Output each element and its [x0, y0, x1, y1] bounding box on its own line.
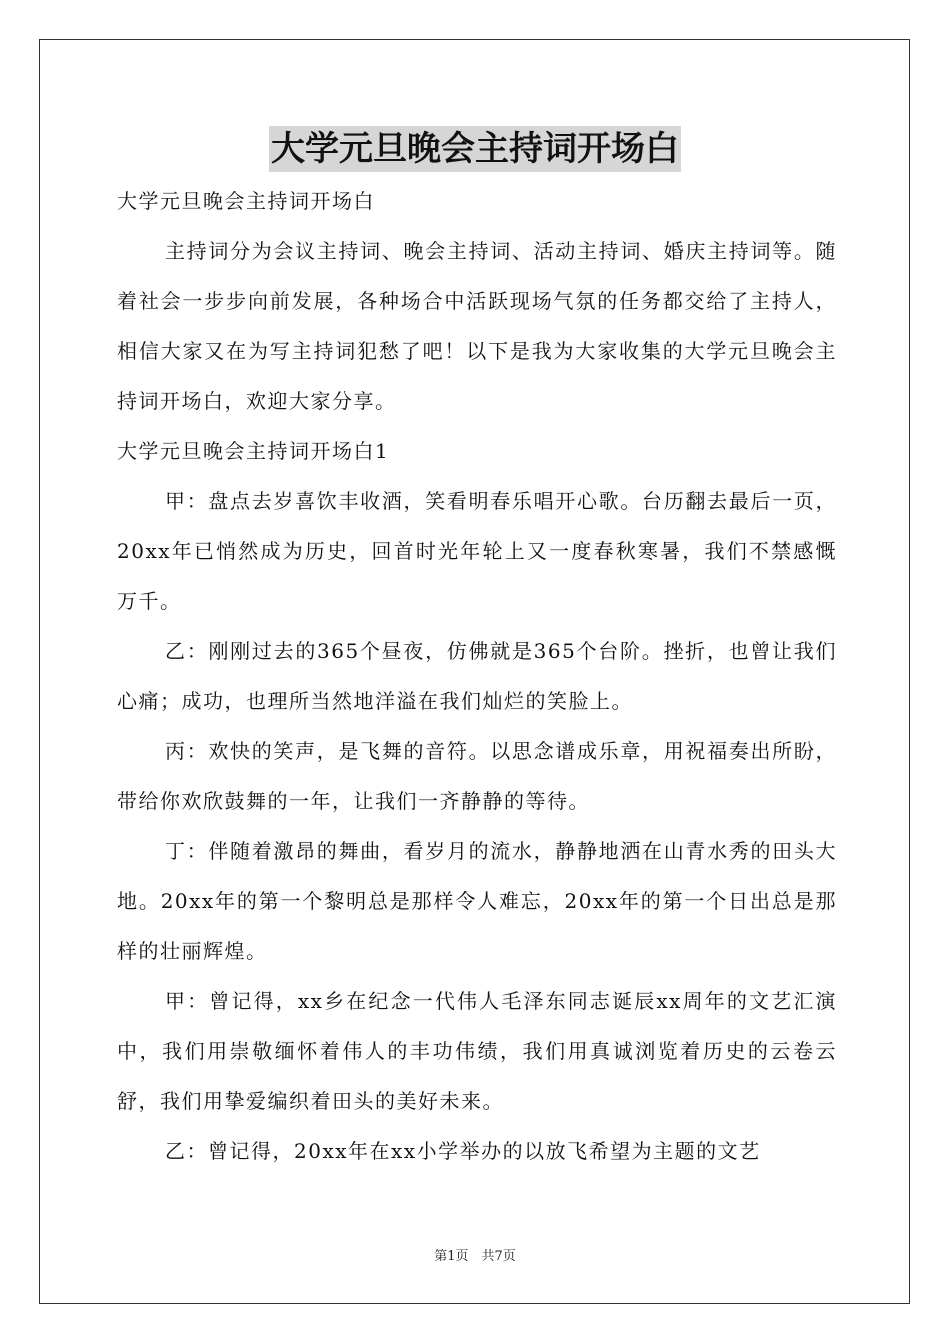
paragraph: 甲：曾记得，xx乡在纪念一代伟人毛泽东同志诞辰xx周年的文艺汇演中，我们用崇敬缅怀着伟人的丰功伟绩，我们用真诚浏览着历史的云卷云舒，我们用挚爱编织着田头的美好未来。 [117, 989, 837, 1113]
paragraph: 乙：刚刚过去的365个昼夜，仿佛就是365个台阶。挫折，也曾让我们心痛；成功，也理所当然地洋溢在我们灿烂的笑脸上。 [117, 639, 837, 713]
paragraph: 丙：欢快的笑声，是飞舞的音符。以思念谱成乐章，用祝福奏出所盼，带给你欢欣鼓舞的一年，让我们一齐静静的等待。 [117, 739, 837, 813]
paragraph: 大学元旦晚会主持词开场白1 [117, 439, 390, 463]
paragraph: 甲：盘点去岁喜饮丰收酒，笑看明春乐唱开心歌。台历翻去最后一页，20xx年已悄然成为历史，回首时光年轮上又一度春秋寒暑，我们不禁感慨万千。 [117, 489, 837, 613]
document-title: 大学元旦晚会主持词开场白 [269, 126, 681, 172]
page-footer: 第1页 共7页 [434, 1249, 516, 1264]
title-container [0, 126, 950, 172]
document-body [117, 176, 837, 1176]
paragraph: 丁：伴随着激昂的舞曲，看岁月的流水，静静地洒在山青水秀的田头大地。20xx年的第一个黎明总是那样令人难忘，20xx年的第一个日出总是那样的壮丽辉煌。 [117, 839, 837, 963]
paragraph: 大学元旦晚会主持词开场白 [117, 189, 375, 213]
paragraph: 乙：曾记得，20xx年在xx小学举办的以放飞希望为主题的文艺 [165, 1139, 761, 1163]
paragraph: 主持词分为会议主持词、晚会主持词、活动主持词、婚庆主持词等。随着社会一步步向前发展，各种场合中活跃现场气氛的任务都交给了主持人，相信大家又在为写主持词犯愁了吧！以下是我为大家收集的大学元旦晚会主持词开场白，欢迎大家分享。 [117, 239, 837, 413]
